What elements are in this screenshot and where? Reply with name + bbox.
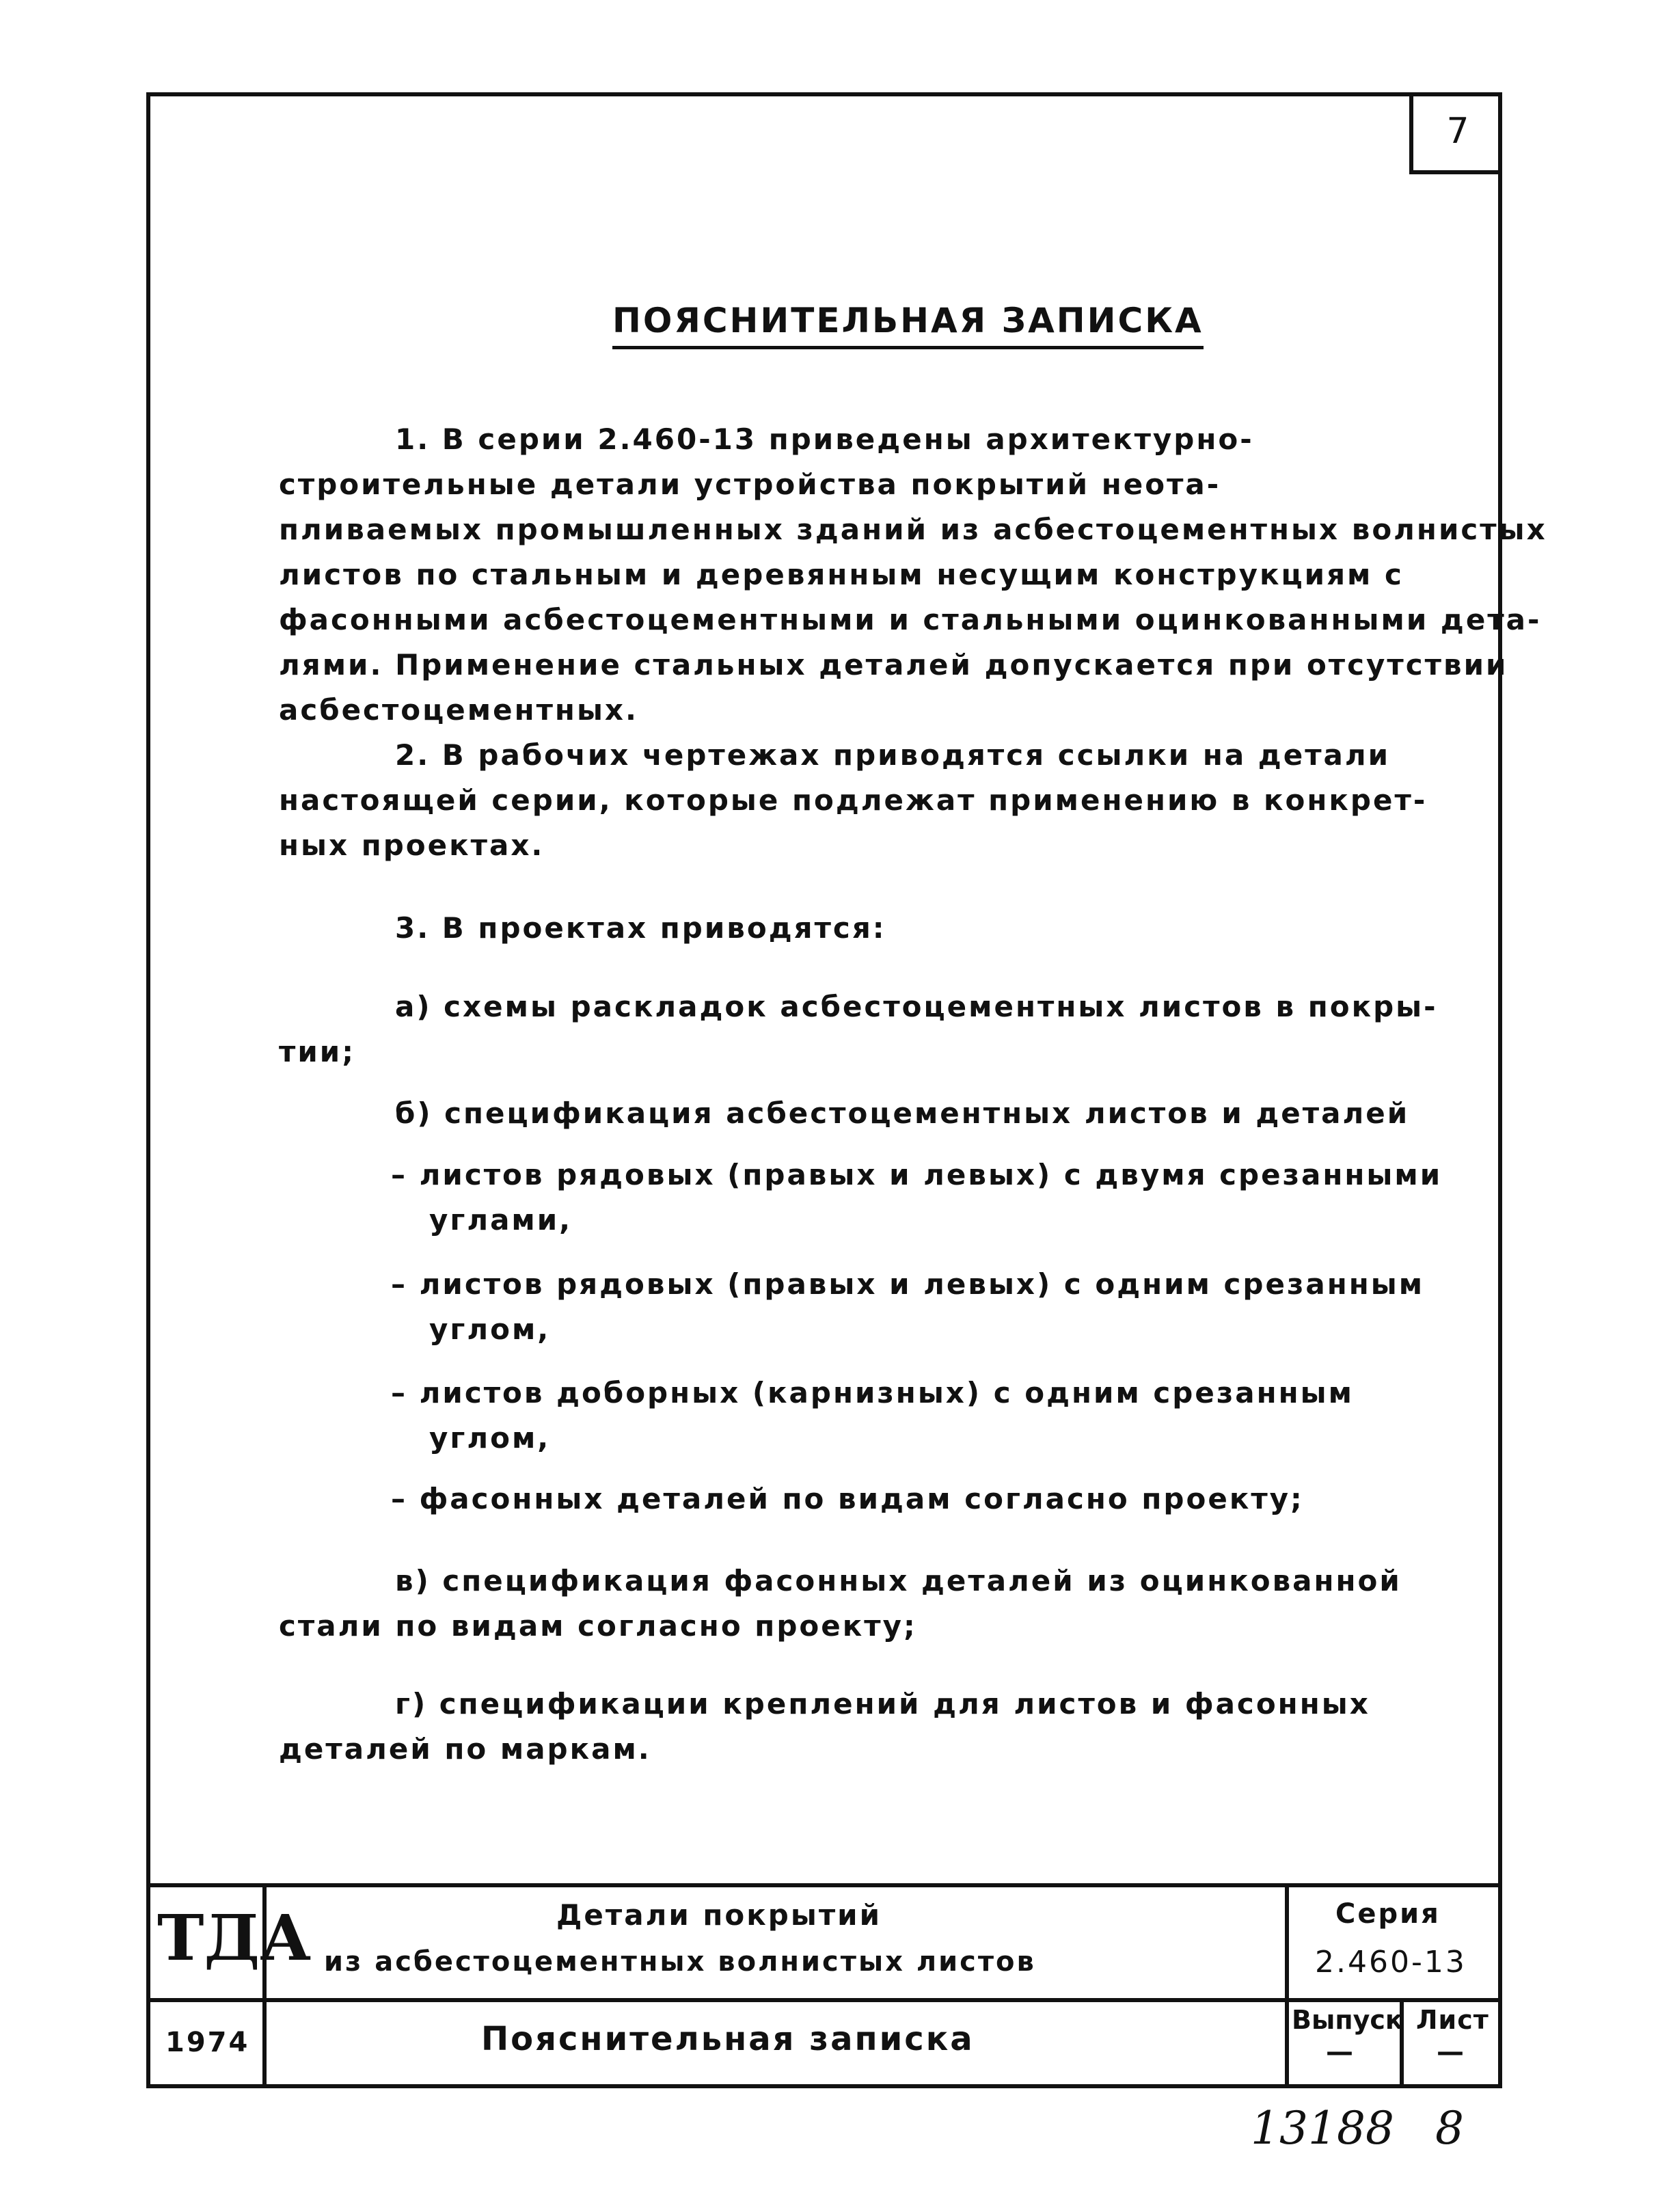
text-line: углами, (429, 1203, 573, 1237)
note-paragraph-2 (279, 733, 1427, 868)
text-line: асбестоцементных. (279, 693, 638, 727)
subject-line-2: из асбестоцементных волнистых листов (324, 1946, 1036, 1978)
dash-item-2 (279, 1262, 1427, 1352)
series-value: 2.460-13 (1315, 1945, 1467, 1980)
handwritten-archive-number: 13188 (1251, 2102, 1394, 2155)
item-g (279, 1682, 1427, 1772)
text-line: настоящей серии, которые подлежат применению в конкрет- (279, 783, 1428, 817)
page-title: ПОЯСНИТЕЛЬНАЯ ЗАПИСКА (612, 301, 1204, 349)
title-block (146, 1883, 1502, 2088)
text-line: б) спецификация асбестоцементных листов и деталей (395, 1096, 1410, 1130)
text-line: углом, (429, 1312, 551, 1346)
dash-item-1 (279, 1152, 1443, 1243)
text-line: листов по стальным и деревянным несущим конструкциям с (279, 558, 1404, 591)
text-line: г) спецификации креплений для листов и фасонных (395, 1687, 1370, 1721)
text-line: – фасонных деталей по видам согласно проекту; (391, 1482, 1304, 1515)
text-line: тии; (279, 1035, 355, 1068)
text-line: углом, (429, 1421, 551, 1455)
text-line: строительные детали устройства покрытий неота- (279, 468, 1221, 501)
sheet-value: — (1437, 2036, 1466, 2068)
issue-value: — (1326, 2036, 1355, 2068)
series-label: Серия (1335, 1898, 1441, 1930)
subject-line-1: Детали покрытий (556, 1898, 882, 1932)
sheet-number: 7 (1446, 111, 1469, 152)
text-line: лями. Применение стальных деталей допускается при отсутствии (279, 648, 1508, 682)
stamp-divider (1285, 1883, 1289, 2088)
dash-item-3 (279, 1371, 1427, 1461)
text-line: – листов доборных (карнизных) с одним срезанным (391, 1376, 1354, 1410)
text-line: – листов рядовых (правых и левых) с одним срезанным (391, 1267, 1425, 1301)
sheet-number-box (1409, 92, 1502, 174)
year: 1974 (165, 2027, 250, 2058)
text-line: деталей по маркам. (279, 1732, 651, 1766)
sheet-label: Лист (1416, 2005, 1489, 2035)
note-paragraph-1 (279, 417, 1547, 733)
text-line: – листов рядовых (правых и левых) с двумя срезанными (391, 1158, 1443, 1191)
text-line: а) схемы раскладок асбестоцементных листов в покры- (395, 990, 1438, 1023)
text-line: пливаемых промышленных зданий из асбестоцементных волнистых (279, 513, 1547, 546)
stamp-middle-rule (146, 1998, 1502, 2002)
dash-item-4 (279, 1476, 1427, 1522)
issue-label: Выпуск (1292, 2005, 1403, 2035)
text-line: 3. В проектах приводятся: (395, 911, 886, 945)
item-b (279, 1091, 1427, 1136)
text-line: 1. В серии 2.460-13 приведены архитектурно- (395, 422, 1254, 456)
stamp-top-rule (146, 1883, 1502, 1887)
organization-logo: ТДА (157, 1901, 312, 1975)
text-line: ных проектах. (279, 828, 545, 862)
document-title: Пояснительная записка (481, 2020, 975, 2058)
item-a (279, 984, 1438, 1075)
note-paragraph-3 (279, 906, 1427, 951)
text-line: фасонными асбестоцементными и стальными оцинкованными дета- (279, 603, 1542, 636)
handwritten-page-number: 8 (1435, 2102, 1464, 2155)
text-line: в) спецификация фасонных деталей из оцинкованной (395, 1564, 1402, 1597)
drawing-frame (146, 92, 1547, 2088)
item-v (279, 1559, 1427, 1649)
text-line: 2. В рабочих чертежах приводятся ссылки на детали (395, 738, 1391, 772)
text-line: стали по видам согласно проекту; (279, 1609, 917, 1643)
